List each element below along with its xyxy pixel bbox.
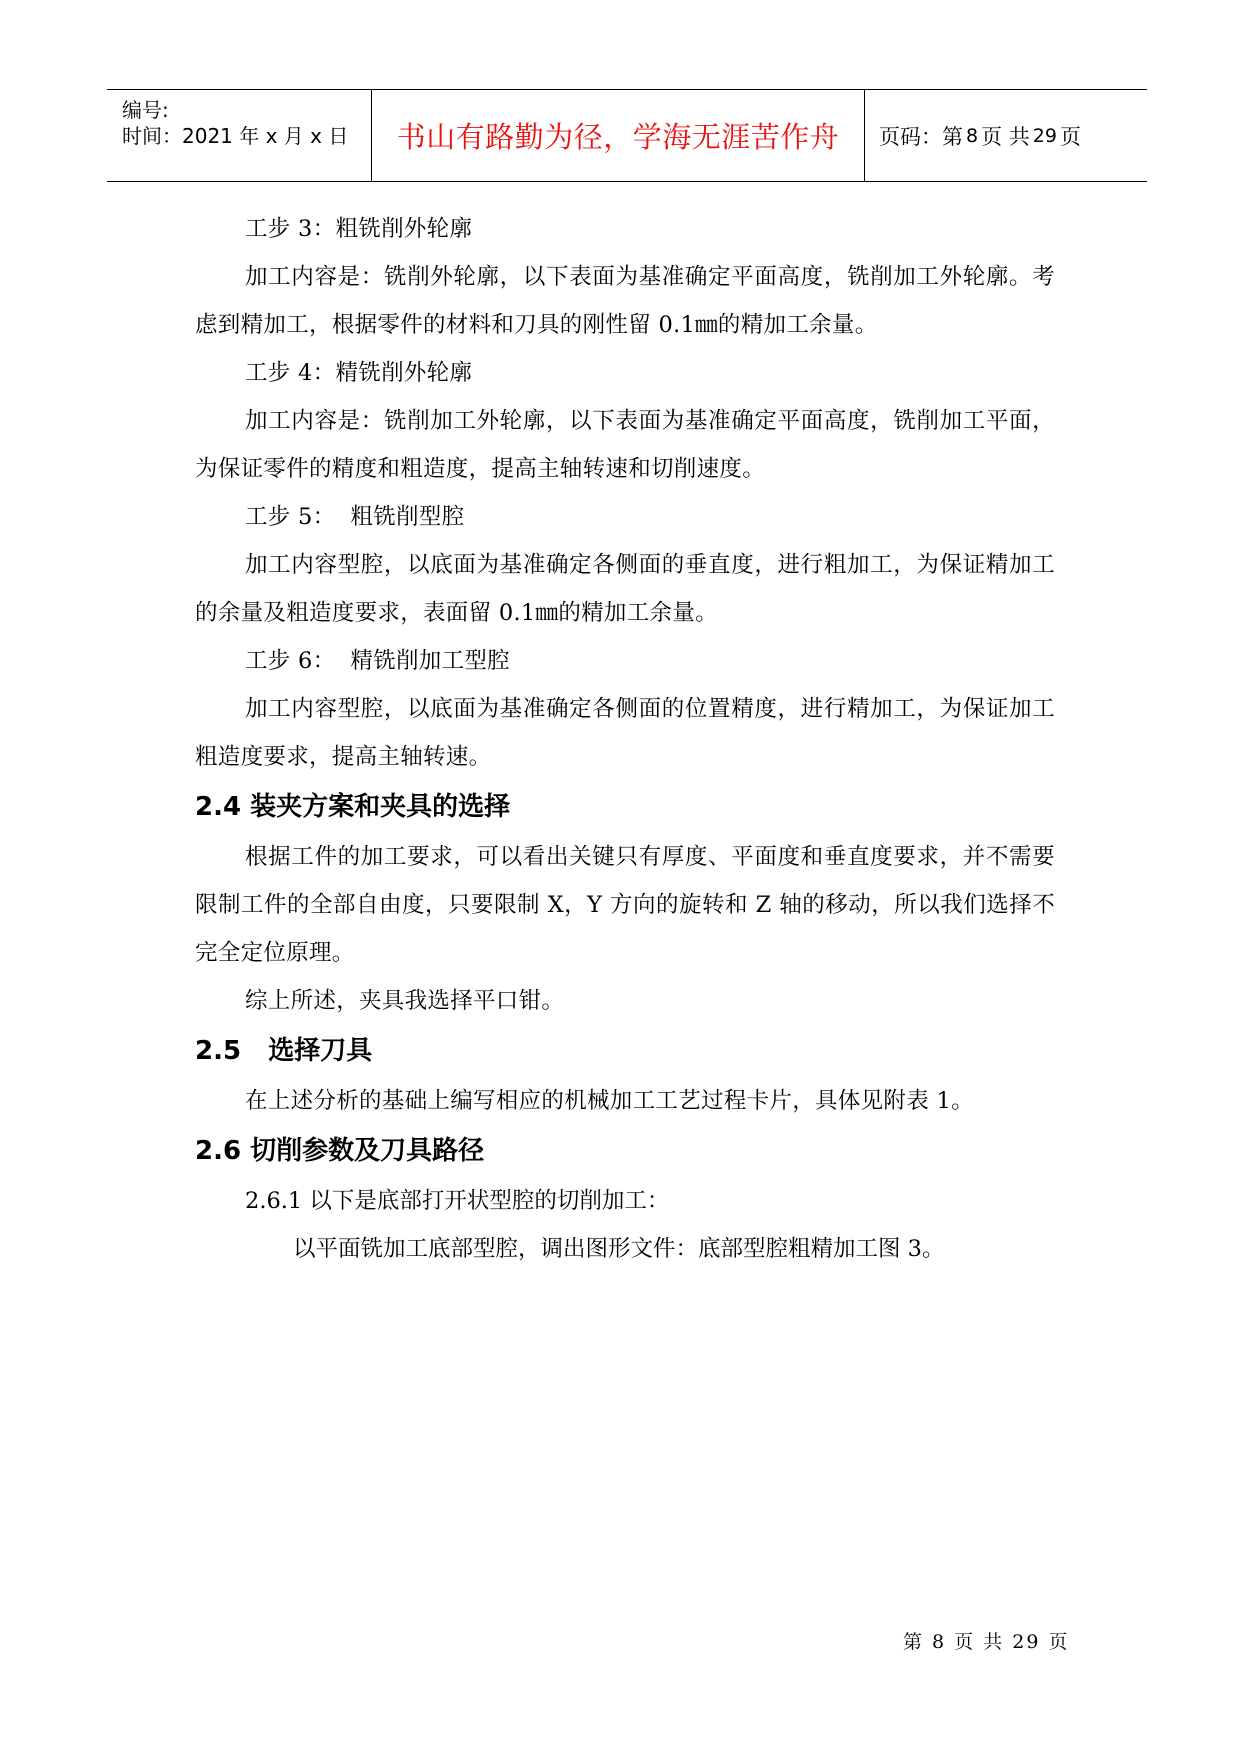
- section-2-4-text: 根据工件的加工要求，可以看出关键只有厚度、平面度和垂直度要求，并不需要限制工件的全部自由度，只要限制 X，Y 方向的旋转和 Z 轴的移动，所以我们选择不完全定位原理。: [195, 844, 1055, 966]
- step6-title: 工步 6： 精铣削加工型腔: [245, 648, 510, 674]
- section-2-5-heading: 2.5 选择刀具: [195, 1036, 373, 1066]
- section-2-6-heading: 2.6 切削参数及刀具路径: [195, 1136, 485, 1166]
- header-motto: 书山有路勤为径，学海无涯苦作舟: [372, 90, 865, 181]
- page-prefix: 页码：第: [879, 124, 963, 149]
- page-current: 8: [966, 124, 979, 147]
- step4-text: 加工内容是：铣削加工外轮廓，以下表面为基准确定平面高度，铣削加工平面，为保证零件的精度和粗造度，提高主轴转速和切削速度。: [195, 408, 1055, 482]
- header-meta-cell: [107, 90, 372, 181]
- page-header: [107, 89, 1147, 182]
- section-2-4-heading: 2.4 装夹方案和夹具的选择: [195, 792, 511, 822]
- section-2-6-1-text: 以平面铣加工底部型腔，调出图形文件：底部型腔粗精加工图 3。: [293, 1236, 945, 1262]
- page-suffix: 页: [1059, 124, 1081, 149]
- section-2-4-conclusion: 综上所述，夹具我选择平口钳。: [245, 988, 565, 1014]
- page-total: 29: [1032, 124, 1057, 147]
- document-body: [195, 205, 1055, 1273]
- document-number-label: 编号:: [122, 98, 169, 122]
- header-page-info: [865, 90, 1147, 181]
- step5-text: 加工内容型腔，以底面为基准确定各侧面的垂直度，进行粗加工，为保证精加工的余量及粗造度要求，表面留 0.1㎜的精加工余量。: [195, 552, 1055, 626]
- page-footer: 第 8 页 共 29 页: [903, 1631, 1070, 1653]
- step5-title: 工步 5： 粗铣削型腔: [245, 504, 465, 530]
- page-mid: 页 共: [981, 124, 1030, 149]
- section-2-5-text: 在上述分析的基础上编写相应的机械加工工艺过程卡片，具体见附表 1。: [245, 1088, 974, 1114]
- step3-title: 工步 3：粗铣削外轮廓: [245, 216, 473, 242]
- document-time-label: 时间：2021 年 x 月 x 日: [122, 124, 349, 148]
- step6-text: 加工内容型腔，以底面为基准确定各侧面的位置精度，进行精加工，为保证加工粗造度要求，提高主轴转速。: [195, 696, 1055, 770]
- step3-text: 加工内容是：铣削外轮廓，以下表面为基准确定平面高度，铣削加工外轮廓。考虑到精加工，根据零件的材料和刀具的刚性留 0.1㎜的精加工余量。: [195, 264, 1055, 338]
- section-2-6-1-heading: 2.6.1 以下是底部打开状型腔的切削加工：: [245, 1188, 670, 1214]
- step4-title: 工步 4：精铣削外轮廓: [245, 360, 473, 386]
